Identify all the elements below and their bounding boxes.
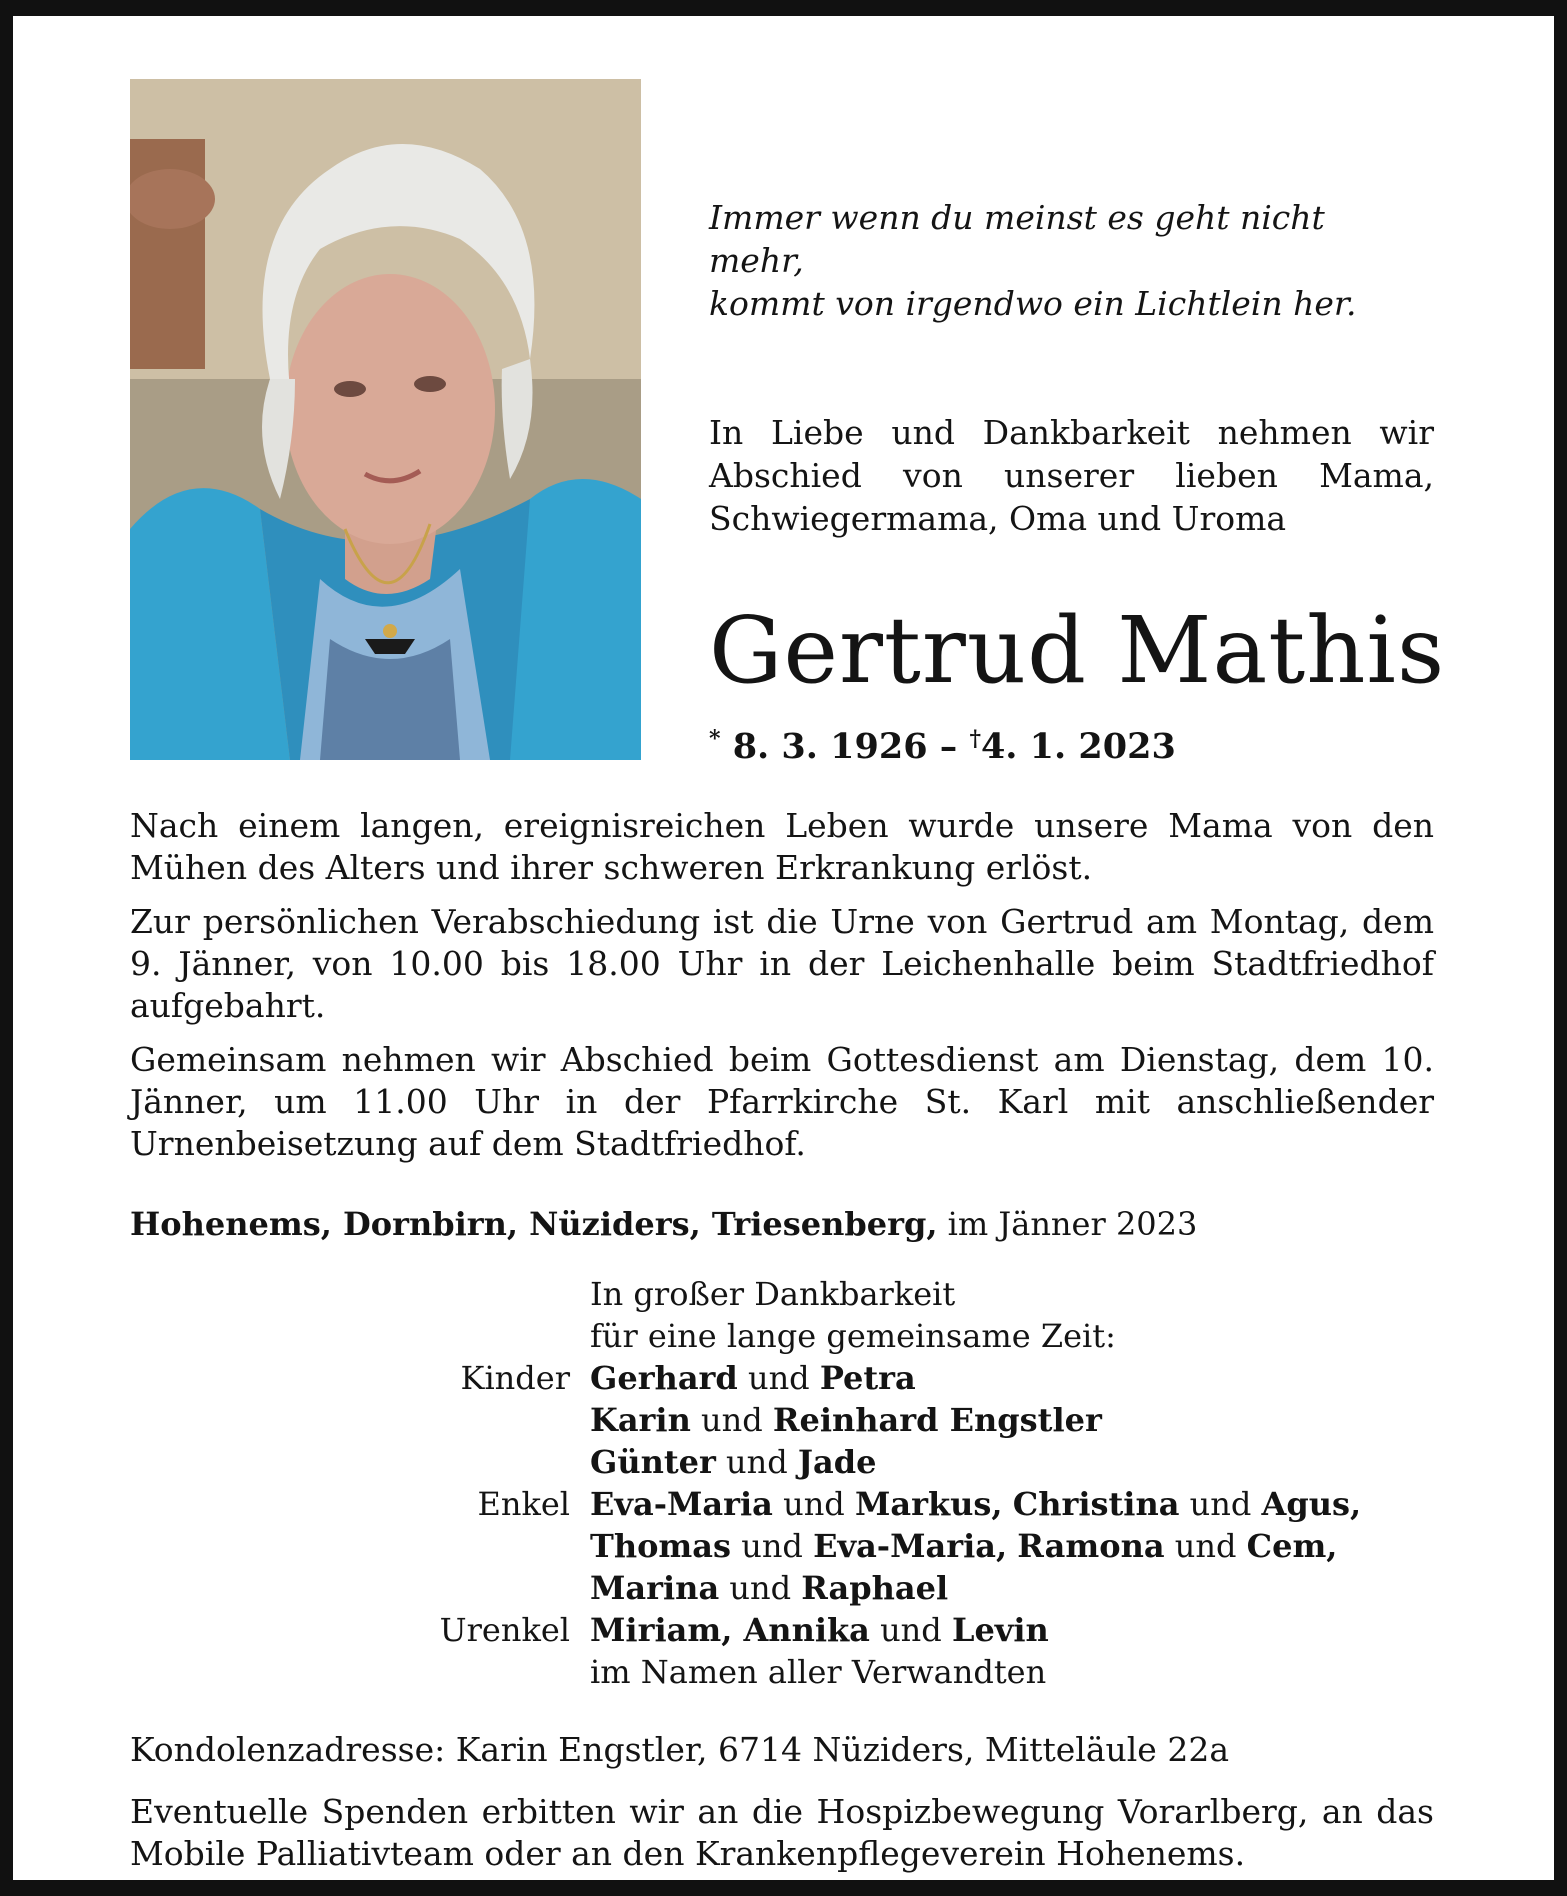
date-separator: –	[939, 726, 958, 767]
enkel-row	[130, 1483, 1450, 1525]
and-word: und	[741, 1527, 803, 1565]
and-word: und	[701, 1401, 763, 1439]
places-line	[130, 1203, 1450, 1245]
family-name: Miriam, Annika	[590, 1611, 870, 1649]
places-towns: Hohenems, Dornbirn, Nüziders, Triesenberg,	[130, 1205, 938, 1243]
and-word: und	[880, 1611, 942, 1649]
paragraph: Nach einem langen, ereignisreichen Leben wurde unsere Mama von den Mühen des Alters und ihrer schweren Erkrankung erlöst.	[130, 806, 1434, 887]
gratitude-line-2: für eine lange gemeinsame Zeit:	[590, 1317, 1116, 1355]
kinder-label: Kinder	[460, 1359, 570, 1397]
announcement-body	[130, 805, 1434, 1177]
family-name: Markus,	[854, 1485, 1003, 1523]
family-name: Agus,	[1261, 1485, 1362, 1523]
urenkel-label: Urenkel	[439, 1611, 570, 1649]
motto-line-2: kommt von irgendwo ein Lichtlein her.	[709, 284, 1357, 323]
deceased-name: Gertrud Mathis	[709, 597, 1446, 704]
motto-line-1: Immer wenn du meinst es geht nicht mehr,	[709, 198, 1325, 280]
family-name: Eva-Maria,	[813, 1527, 1008, 1565]
intro-text: In Liebe und Dankbarkeit nehmen wir Abschied von unserer lieben Mama, Schwiegermama, Oma und Uroma	[709, 413, 1434, 538]
death-symbol: †	[969, 726, 981, 752]
and-word: und	[729, 1569, 792, 1607]
life-dates	[709, 717, 1176, 769]
family-name: Marina	[590, 1569, 720, 1607]
family-name: Cem,	[1246, 1527, 1338, 1565]
family-name: Karin	[590, 1401, 691, 1439]
family-name: Levin	[951, 1611, 1049, 1649]
and-word: und	[1174, 1527, 1237, 1565]
enkel-label: Enkel	[477, 1485, 570, 1523]
gratitude-line-1: In großer Dankbarkeit	[590, 1275, 956, 1313]
donation-note: Eventuelle Spenden erbitten wir an die Hospizbewegung Vorarlberg, an das Mobile Palliativteam oder an den Krankenpflegeverein Hohenems.	[130, 1792, 1434, 1873]
and-word: und	[726, 1443, 788, 1481]
and-word: und	[747, 1359, 810, 1397]
motto-quote	[709, 196, 1409, 325]
family-name: Christina	[1012, 1485, 1180, 1523]
paragraph: Zur persönlichen Verabschiedung ist die Urne von Gertrud am Montag, dem 9. Jänner, von 10.00 bis 18.00 Uhr in der Leichenhalle beim Stadtfriedhof aufgebahrt.	[130, 902, 1434, 1025]
and-word: und	[783, 1485, 845, 1523]
family-name: Eva-Maria	[590, 1485, 773, 1523]
family-closing: im Namen aller Verwandten	[590, 1653, 1047, 1691]
family-name: Reinhard Engstler	[772, 1401, 1102, 1439]
family-name: Ramona	[1017, 1527, 1165, 1565]
birth-date: 8. 3. 1926	[732, 726, 928, 767]
family-name: Petra	[819, 1359, 916, 1397]
places-date: im Jänner 2023	[947, 1205, 1198, 1243]
family-name: Thomas	[590, 1527, 732, 1565]
and-word: und	[1189, 1485, 1252, 1523]
urenkel-row	[130, 1609, 1450, 1651]
family-name: Jade	[797, 1443, 877, 1481]
paragraph: Gemeinsam nehmen wir Abschied beim Gottesdienst am Dienstag, dem 10. Jänner, um 11.00 Uhr in der Pfarrkirche St. Karl mit anschließender Urnenbeisetzung auf dem Stadtfriedhof.	[130, 1040, 1434, 1163]
portrait-photo	[130, 79, 641, 760]
family-name: Gerhard	[590, 1359, 738, 1397]
death-date: 4. 1. 2023	[980, 726, 1176, 767]
condolence-address: Kondolenzadresse: Karin Engstler, 6714 Nüziders, Mitteläule 22a	[130, 1730, 1229, 1769]
birth-symbol: *	[709, 726, 721, 752]
family-name: Raphael	[801, 1569, 949, 1607]
obituary-card	[13, 16, 1554, 1880]
kinder-row	[130, 1357, 1450, 1399]
family-name: Günter	[590, 1443, 716, 1481]
family-list	[130, 1273, 1450, 1693]
portrait-image	[130, 79, 641, 760]
